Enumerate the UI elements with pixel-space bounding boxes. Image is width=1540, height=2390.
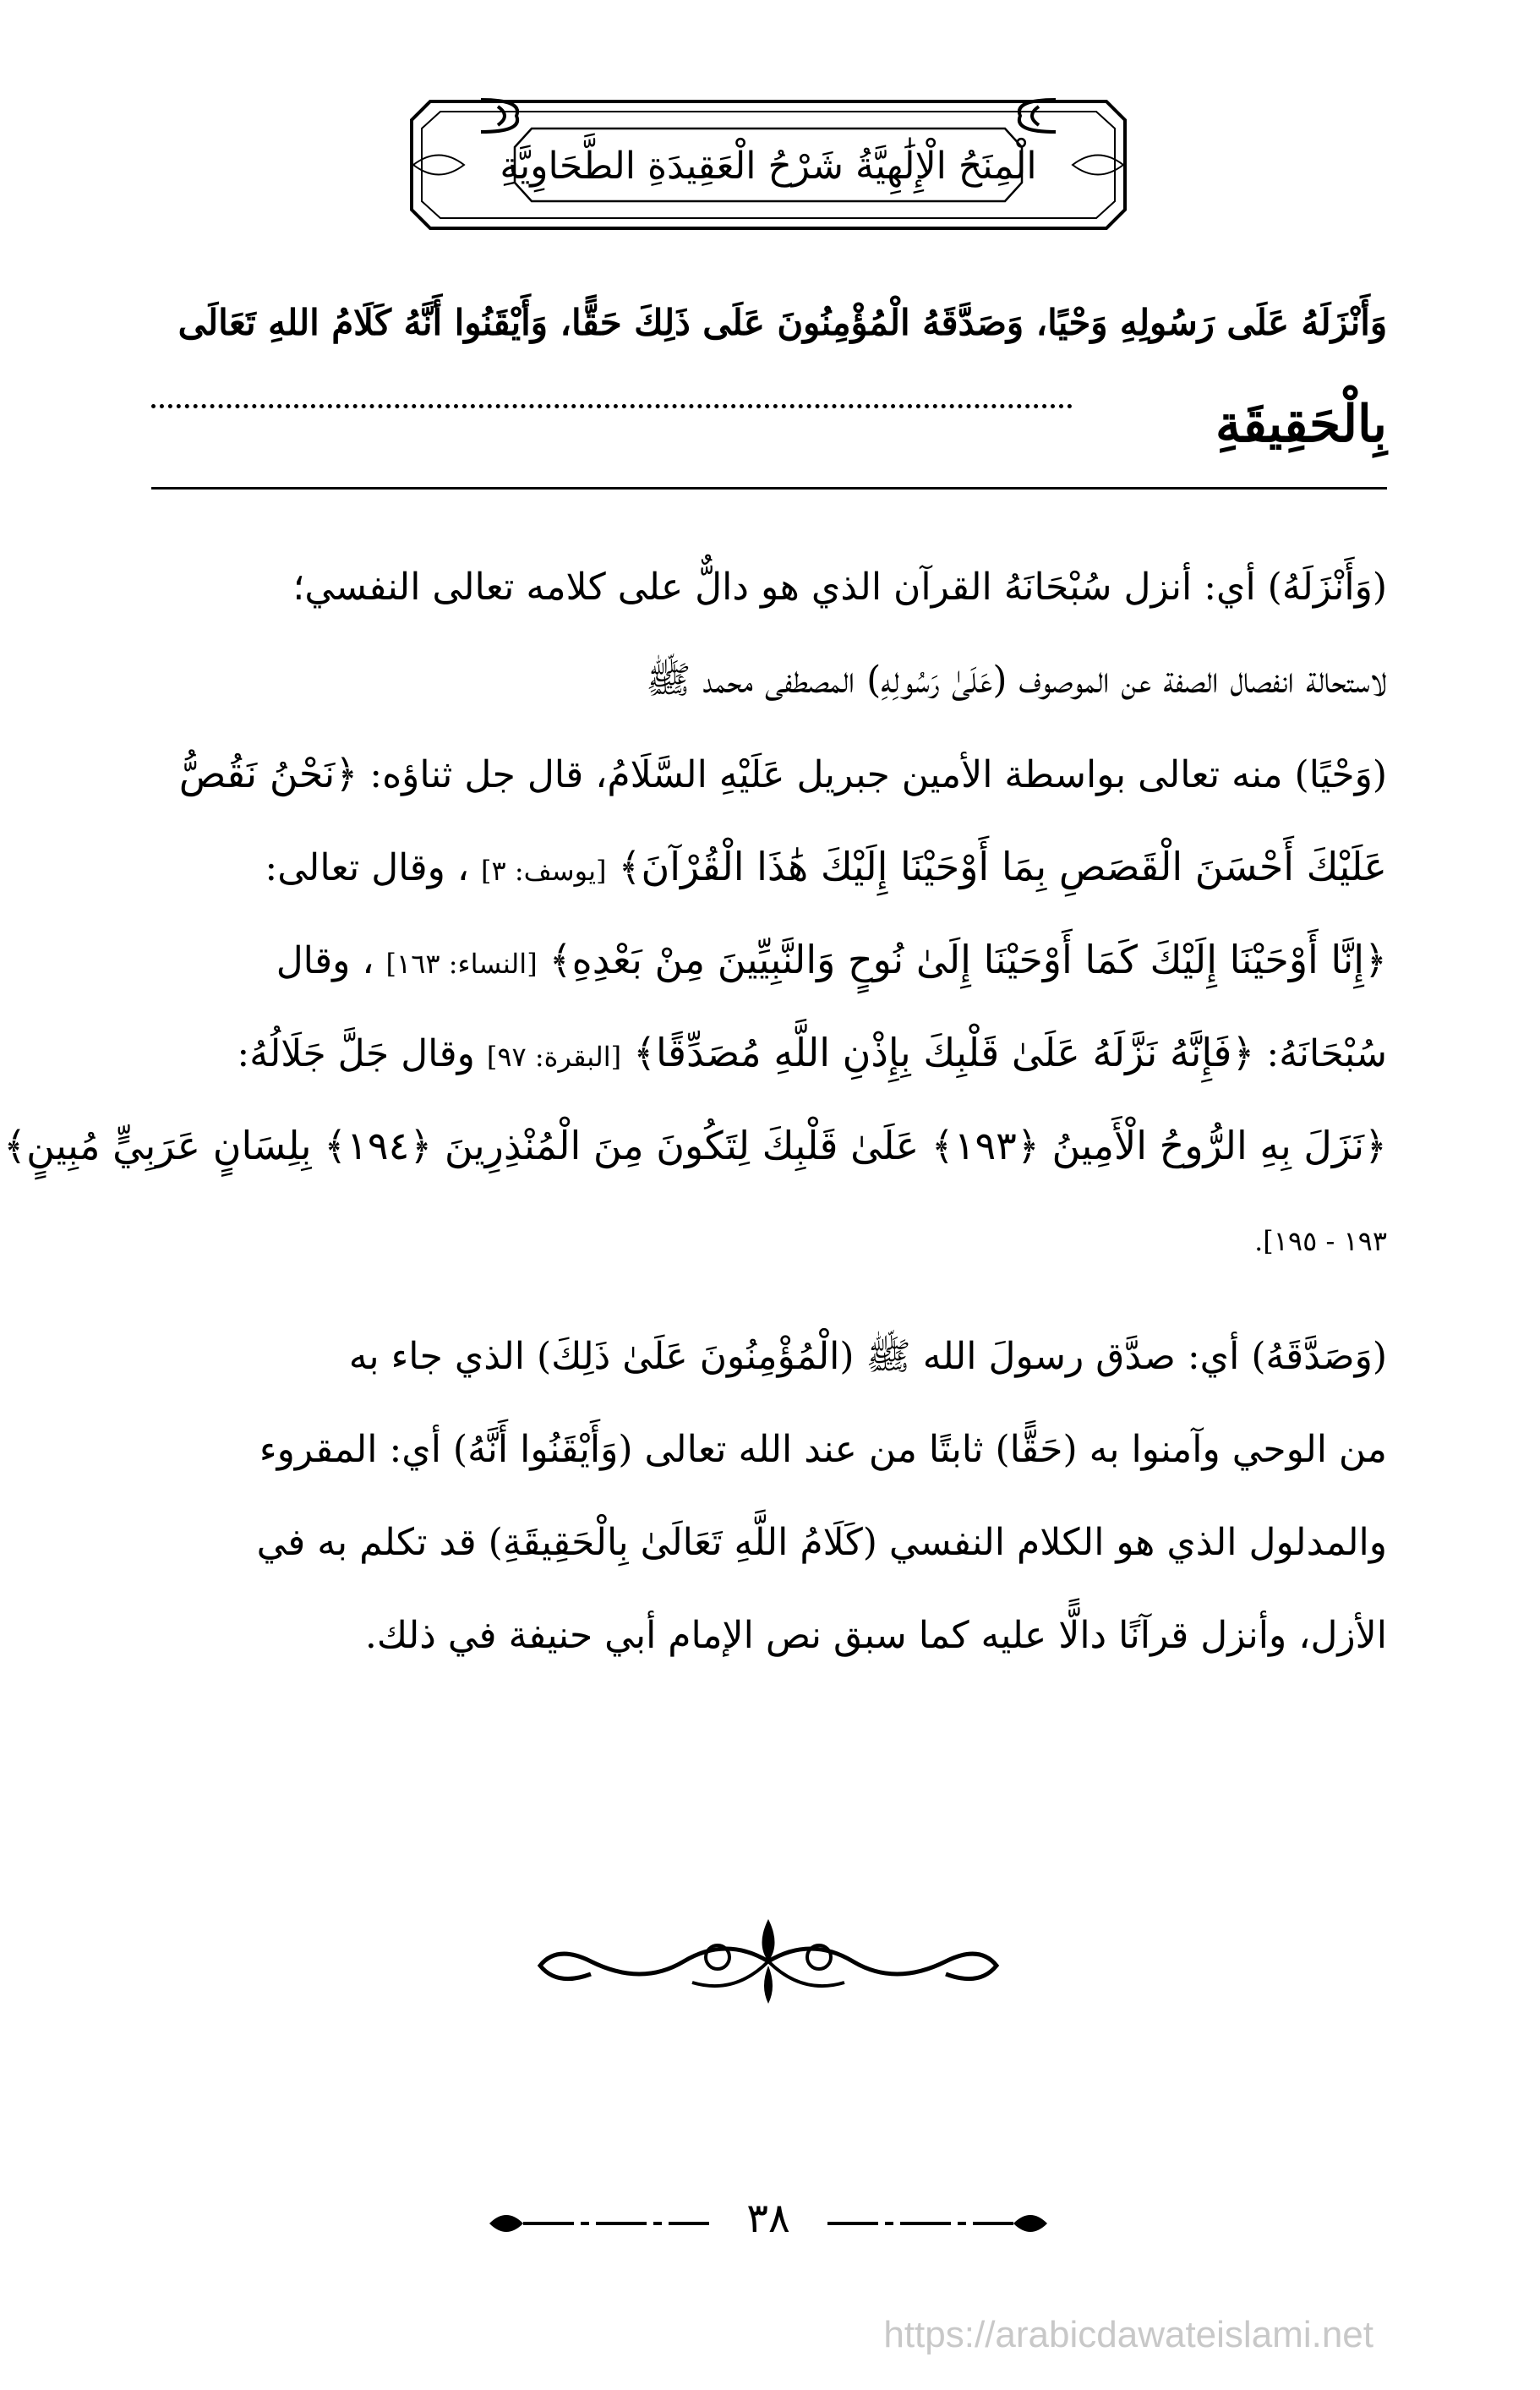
commentary-line: من الوحي وآمنوا به (حَقًّا) ثابتًا من عند الله تعالى (وَأَيْقَنُوا أَنَّهُ) أي: المقروء (259, 1428, 1388, 1471)
verse-reference: ١٩٣ - ١٩٥]. (1255, 1225, 1388, 1257)
commentary-line: الأزل، وأنزل قرآنًا دالًّا عليه كما سبق نص الإمام أبي حنيفة في ذلك. (365, 1614, 1388, 1657)
commentary-line: لاستحالة انفصال الصفة عن الموصوف (عَلَىٰ رَسُولِهِ) المصطفى محمد ﷺ (647, 659, 1388, 702)
quran-verse: ﴿نَزَلَ بِهِ الرُّوحُ الْأَمِينُ ﴿١٩٣﴾ عَلَىٰ قَلْبِكَ لِتَكُونَ مِنَ الْمُنْذِرِينَ ﴿١٩٤﴾ بِلِسَانٍ عَرَبِيٍّ مُبِينٍ﴾ (4, 1123, 1388, 1168)
commentary-text: وقال جَلَّ جَلَالُهُ: (238, 1032, 476, 1075)
dotted-leader (152, 404, 1073, 408)
commentary-text: (وَحْيًا) منه تعالى بواسطة الأمين جبريل عَلَيْهِ السَّلَامُ، قال جل ثناؤه: (370, 753, 1388, 796)
verse-reference: [يوسف: ٣] (482, 855, 608, 887)
header-frame (406, 95, 1133, 235)
commentary-line (152, 1192, 1388, 1285)
watermark-url[interactable]: https://arabicdawateislami.net (884, 2314, 1374, 2355)
header-ornament-right-icon (1006, 95, 1065, 137)
commentary-text: ، وقال (276, 939, 375, 982)
commentary-line: والمدلول الذي هو الكلام النفسي (كَلَامُ اللَّهِ تَعَالَىٰ بِالْحَقِيقَةِ) قد تكلم به في (257, 1521, 1388, 1564)
verse-reference: [النساء: ١٦٣] (386, 948, 538, 980)
quran-verse: ﴿إِنَّا أَوْحَيْنَا إِلَيْكَ كَمَا أَوْحَيْنَا إِلَىٰ نُوحٍ وَالنَّبِيِّينَ مِنْ بَعْدِهِ﴾ (549, 937, 1388, 982)
commentary-line (152, 913, 1388, 1006)
matn-line: وَأَنْزَلَهُ عَلَى رَسُولِهِ وَحْيًا، وَصَدَّقَهُ الْمُؤْمِنُونَ عَلَى ذَلِكَ حَقًّا، وَأَيْقَنُوا أَنَّهُ كَلَامُ اللهِ تَعَالَى (178, 302, 1388, 343)
commentary-line: (وَصَدَّقَهُ) أي: صدَّق رسولَ الله ﷺ (الْمُؤْمِنُونَ عَلَىٰ ذَلِكَ) الذي جاء به (349, 1335, 1388, 1378)
page-number: ٣٨ (747, 2195, 791, 2242)
commentary-line: (وَأَنْزَلَهُ) أي: أنزل سُبْحَانَهُ القرآن الذي هو دالٌّ على كلامه تعالى النفسي؛ (293, 566, 1388, 609)
matn-text (152, 272, 1388, 475)
commentary-line (152, 1006, 1388, 1099)
quran-verse: ﴿نَحْنُ نَقُصُّ (179, 751, 359, 796)
commentary-text: سُبْحَانَهُ: (1267, 1032, 1388, 1075)
commentary-line (152, 727, 1388, 820)
section-divider (152, 487, 1388, 489)
quran-verse: ﴿فَإِنَّهُ نَزَّلَهُ عَلَىٰ قَلْبِكَ بِإِذْنِ اللَّهِ مُصَدِّقًا﴾ (634, 1030, 1256, 1075)
running-header-title: الْمِنَحُ الْإِلَٰهِيَّةُ شَرْحُ الْعَقِيدَةِ الطَّحَاوِيَّةِ (500, 144, 1038, 188)
matn-line: بِالْحَقِيقَةِ (1216, 395, 1388, 454)
page-footer (473, 2195, 1065, 2249)
commentary-line (4, 1099, 1388, 1192)
quran-verse: عَلَيْكَ أَحْسَنَ الْقَصَصِ بِمَا أَوْحَيْنَا إِلَيْكَ هَٰذَا الْقُرْآنَ﴾ (619, 844, 1388, 889)
commentary-line (152, 820, 1388, 913)
commentary-text: ، وقال تعالى: (265, 846, 471, 889)
header-ornament-left-icon (473, 95, 532, 137)
commentary (4, 541, 1388, 1682)
verse-reference: [البقرة: ٩٧] (487, 1041, 623, 1073)
floral-ornament-icon (516, 1902, 1023, 2021)
